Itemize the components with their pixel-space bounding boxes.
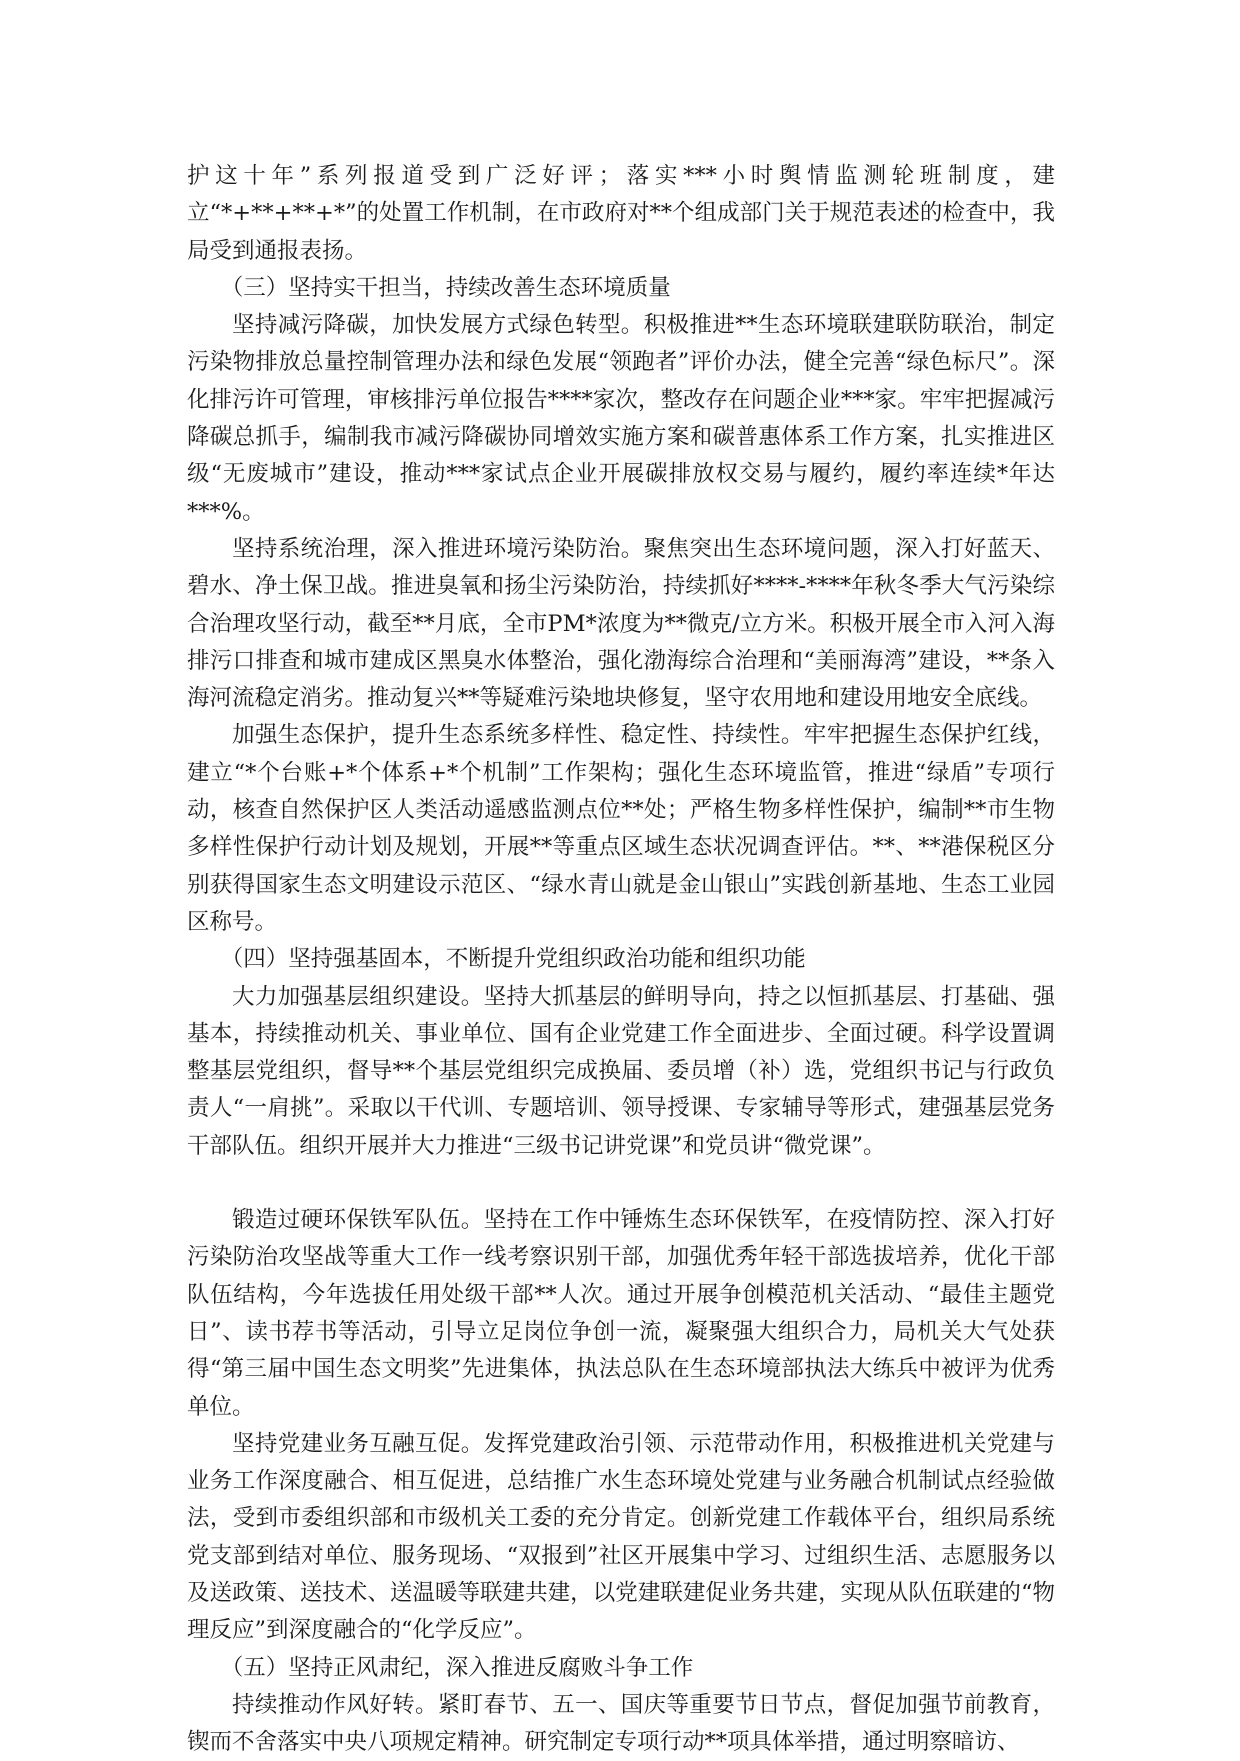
paragraph-team-building: 锻造过硬环保铁军队伍。坚持在工作中锤炼生态环保铁军，在疫情防控、深入打好污染防治攻坚战等重大工作一线考察识别干部，加强优秀年轻干部选拔培养，优化干部队伍结构，今年选拔任用处级干部**人次。通过开展争创模范机关活动、“最佳主题党日”、读书荐书等活动，引导立足岗位争创一流，凝聚强大组织合力，局机关大气处获得“第三届中国生态文明奖”先进集体，执法总队在生态环境部执法大练兵中被评为优秀单位。 bbox=[187, 1207, 1055, 1420]
paragraph-gap bbox=[187, 1165, 1055, 1202]
paragraph-pollution-carbon: 坚持减污降碳，加快发展方式绿色转型。积极推进**生态环境联建联防联治，制定污染物排放总量控制管理办法和绿色发展“领跑者”评价办法，健全完善“绿色标尺”。深化排污许可管理，审核排污单位报告****家次，整改存在问题企业***家。牢牢把握减污降碳总抓手，编制我市减污降碳协同增效实施方案和碳普惠体系工作方案，扎实推进区级“无废城市”建设，推动***家试点企业开展碳排放权交易与履约，履约率连续*年达***%。 bbox=[187, 312, 1055, 525]
document-page bbox=[187, 158, 1055, 1761]
section-heading-4: （四）坚持强基固本，不断提升党组织政治功能和组织功能 bbox=[220, 946, 806, 973]
section-heading-5: （五）坚持正风肃纪，深入推进反腐败斗争工作 bbox=[220, 1654, 694, 1681]
paragraph-ecological-protection: 加强生态保护，提升生态系统多样性、稳定性、持续性。牢牢把握生态保护红线，建立“*个台账+*个体系+*个机制”工作架构；强化生态环境监管，推进“绿盾”专项行动，核查自然保护区人类活动遥感监测点位**处；严格生物多样性保护，编制**市生物多样性保护行动计划及规划，开展**等重点区域生态状况调查评估。**、**港保税区分别获得国家生态文明建设示范区、“绿水青山就是金山银山”实践创新基地、生态工业园区称号。 bbox=[187, 722, 1055, 935]
paragraph-party-business-integration: 坚持党建业务互融互促。发挥党建政治引领、示范带动作用，积极推进机关党建与业务工作深度融合、相互促进，总结推广水生态环境处党建与业务融合机制试点经验做法，受到市委组织部和市级机关工委的充分肯定。创新党建工作载体平台，组织局系统党支部到结对单位、服务现场、“双报到”社区开展集中学习、过组织生活、志愿服务以及送政策、送技术、送温暖等联建共建，以党建联建促业务共建，实现从队伍联建的“物理反应”到深度融合的“化学反应”。 bbox=[187, 1430, 1055, 1644]
section-heading-3: （三）坚持实干担当，持续改善生态环境质量 bbox=[220, 274, 671, 301]
paragraph-continuation: 护这十年”系列报道受到广泛好评；落实***小时舆情监测轮班制度，建立“*+**+**+*”的处置工作机制，在市政府对**个组成部门关于规范表述的检查中，我局受到通报表扬。 bbox=[187, 163, 1055, 264]
paragraph-work-style: 持续推动作风好转。紧盯春节、五一、国庆等重要节日节点，督促加强节前教育，锲而不舍落实中央八项规定精神。研究制定专项行动**项具体举措，通过明察暗访、 bbox=[187, 1691, 1055, 1756]
paragraph-grassroots-organization: 大力加强基层组织建设。坚持大抓基层的鲜明导向，持之以恒抓基层、打基础、强基本，持续推动机关、事业单位、国有企业党建工作全面进步、全面过硬。科学设置调整基层党组织，督导**个基层党组织完成换届、委员增（补）选，党组织书记与行政负责人“一肩挑”。采取以干代训、专题培训、领导授课、专家辅导等形式，建强基层党务干部队伍。组织开展并大力推进“三级书记讲党课”和党员讲“微党课”。 bbox=[187, 983, 1055, 1159]
paragraph-systematic-governance: 坚持系统治理，深入推进环境污染防治。聚焦突出生态环境问题，深入打好蓝天、碧水、净土保卫战。推进臭氧和扬尘污染防治，持续抓好****-****年秋冬季大气污染综合治理攻坚行动，截至**月底，全市PM*浓度为**微克/立方米。积极开展全市入河入海排污口排查和城市建成区黑臭水体整治，强化渤海综合治理和“美丽海湾”建设，**条入海河流稳定消劣。推动复兴**等疑难污染地块修复，坚守农用地和建设用地安全底线。 bbox=[187, 535, 1055, 712]
